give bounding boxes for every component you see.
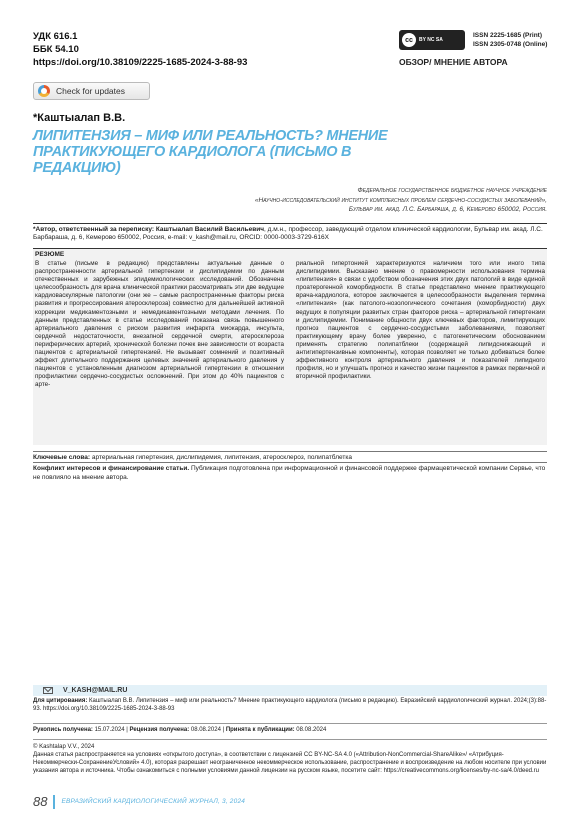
header-codes: [33, 30, 247, 69]
doi-link[interactable]: https://doi.org/10.38109/2225-1685-2024-3-88-93: [33, 57, 248, 68]
accepted-date: 08.08.2024: [294, 727, 327, 733]
conflict-label: Конфликт интересов и финансирование статьи.: [33, 465, 190, 472]
envelope-icon: [43, 687, 53, 694]
citation-text: Каштыалап В.В. Липитензия – миф или реальность? Мнение практикующего кардиолога (письмо в редакцию). Евразийский кардиологический журнал. 2024;(3):88-93. https://doi.org/10.38109/2225-1685-2024-3-88-93: [33, 698, 547, 712]
citation-label: Для цитирования:: [33, 698, 88, 704]
corresponding-author: [33, 223, 547, 242]
footer-divider: [53, 795, 55, 809]
crossmark-icon: [38, 85, 50, 97]
email-bar: [33, 685, 547, 696]
bbk-code: ББК 54.10: [33, 44, 79, 55]
corr-text: , д.м.н., профессор, заведующий отделом клинической кардиологии, Бульвар им. акад. Л.С. Барбараша, д. 6, Кемерово 650002, Россия, e-mail: v_kash@mail.ru, ORCID: 0000-0003-3729-616X: [33, 226, 543, 241]
abstract-column-right: риальной гипертонией характеризуются наличием того или иного типа дислипидемии. Высказано мнение о правомерности использования термина «липитензия» в связи с удобством обозначения этих двух патологий в виде единой проатерогенной коморбидности. В статье представлено мнение практикующего врача-кардиолога, которое заключается в целесообразности выделения термина «липитензия» (как патолого-нозологического сочетания (коморбидности) двух ведущих в популяции развитых стран факторов риска – артериальной гипертензии и дислипидемии. Понимание общности двух ключевых факторов, лимитирующих прогноз пациентов с сердечно-сосудистыми заболеваниями, позволяет практикующему врачу более уверенно, с патогенетическим обоснованием применять стратегию полипатблеки (содержащей липидснижающий и антигипертензивные компоненты), которая позволяет не только добиваться более эффективного контроля артериального давления и показателей липидного профиля, но и улучшать прогноз и качество жизни пациентов в рамках первичной и вторичной профилактики.: [296, 260, 545, 381]
received-date: 15.07.2024: [92, 727, 125, 733]
review-date: 08.08.2024: [189, 727, 221, 733]
accepted-label: Принята к публикации:: [225, 727, 295, 733]
article-title: ЛИПИТЕНЗИЯ – МИФ ИЛИ РЕАЛЬНОСТЬ? МНЕНИЕ ПРАКТИКУЮЩЕГО КАРДИОЛОГА (ПИСЬМО В РЕДАКЦИЮ): [33, 128, 388, 176]
affiliation-line: «Научно-исследовательский институт комплексных проблем сердечно-сосудистых заболеваний»,: [254, 196, 547, 204]
conflict-of-interest: [33, 462, 547, 482]
license-text: Данная статья распространяется на условиях «открытого доступа», в соответствии с лицензией CC BY-NC-SA 4.0 («Attribution-NonCommercial-ShareAlike»/ «Атрибуция-Некоммерчески-СохранениеУсловий» 4.0), которая разрешает неограниченное некоммерческое использование, распространение и воспроизведение на любом носителе при условии указания автора и источника. Чтобы ознакомиться с полными условиями данной лицензии на русском языке, посетите сайт: https://creativecommons.org/licenses/by-nc-sa/4.0/deed.ru: [33, 752, 547, 774]
keywords: [33, 451, 547, 461]
copyright: © Kashtalap V.V., 2024: [33, 744, 95, 750]
keywords-label: Ключевые слова:: [33, 454, 91, 461]
review-label: Рецензия получена:: [129, 727, 190, 733]
license-text-block: [33, 739, 547, 775]
conflict-text: Публикация подготовлена при информационной и финансовой поддержке фармацевтической компании Сервье, что не повлияло на мнение автора.: [33, 465, 546, 481]
issn-print: ISSN 2225-1685 (Print): [473, 32, 543, 39]
abstract-heading: РЕЗЮМЕ: [35, 251, 65, 258]
manuscript-dates: Рукопись получена: 15.07.2024 | Рецензия получена: 08.08.2024 | Принята к публикации: 08.08.2024: [33, 723, 547, 733]
header-right: [399, 30, 549, 67]
page-number: 88: [33, 794, 48, 809]
author-name: *Каштыалап В.В.: [33, 112, 126, 124]
received-label: Рукопись получена:: [33, 727, 93, 733]
issn-online: ISSN 2305-0748 (Online): [473, 41, 548, 48]
abstract-column-left: В статье (письме в редакцию) представлены актуальные данные о распространенности артериальной гипертензии и дислипидемии по данным отечественных и зарубежных эпидемиологических исследований. Обозначена целесообразность для врача клинической практики рассматривать эти две ведущие кардиоваскулярные патологии (они же – самые распространенные факторы риска развития и прогрессирования атеросклероза) совместно для дальнейшей активной коррекции медикаментозными и немедикаментозными методами лечения. По данным представленных в статье исследований показана связь повышенного артериального давления с риском развития инфаркта миокарда, инсульта, сердечной недостаточности, внезапной сердечной смерти, атеросклероза периферических артерий, хронической болезни почек вне зависимости от возраста пациентов с артериальной гипертензией. Не вызывает сомнений и позитивный эффект длительного поддержания целевых значений артериального давления у пациентов с установленным диагнозом артериальной гипертензии в отношении профилактики сердечно-сосудистых осложнений. При этом до 40% пациентов с арте-: [35, 260, 284, 389]
affiliation: [127, 186, 547, 215]
abstract-box: [33, 248, 547, 445]
cc-license-icon[interactable]: cc BY NC SA: [399, 30, 465, 50]
page-footer: [33, 794, 245, 809]
author-email[interactable]: V_KASH@MAIL.RU: [63, 687, 128, 694]
affiliation-line: Бульвар им. акад. Л.С. Барбараша, д. 6, Кемерово 650002, Россия.: [348, 206, 547, 213]
corr-label: *Автор, ответственный за переписку: Каштыалап Василий Васильевич: [33, 226, 265, 233]
journal-name: ЕВРАЗИЙСКИЙ КАРДИОЛОГИЧЕСКИЙ ЖУРНАЛ, 3, 2024: [61, 798, 246, 805]
license-block: [399, 30, 549, 50]
check-updates-label: Check for updates: [56, 86, 125, 96]
rubric-label: ОБЗОР/ МНЕНИЕ АВТОРА: [399, 57, 508, 67]
check-updates-button[interactable]: [33, 82, 150, 100]
keywords-text: артериальная гипертензия, дислипидемия, липитензия, атеросклероз, полипатблетка: [90, 454, 352, 461]
affiliation-line: Федеральное государственное бюджетное научное учреждение: [357, 187, 547, 194]
citation: [33, 697, 547, 713]
udk-code: УДК 616.1: [33, 31, 78, 42]
